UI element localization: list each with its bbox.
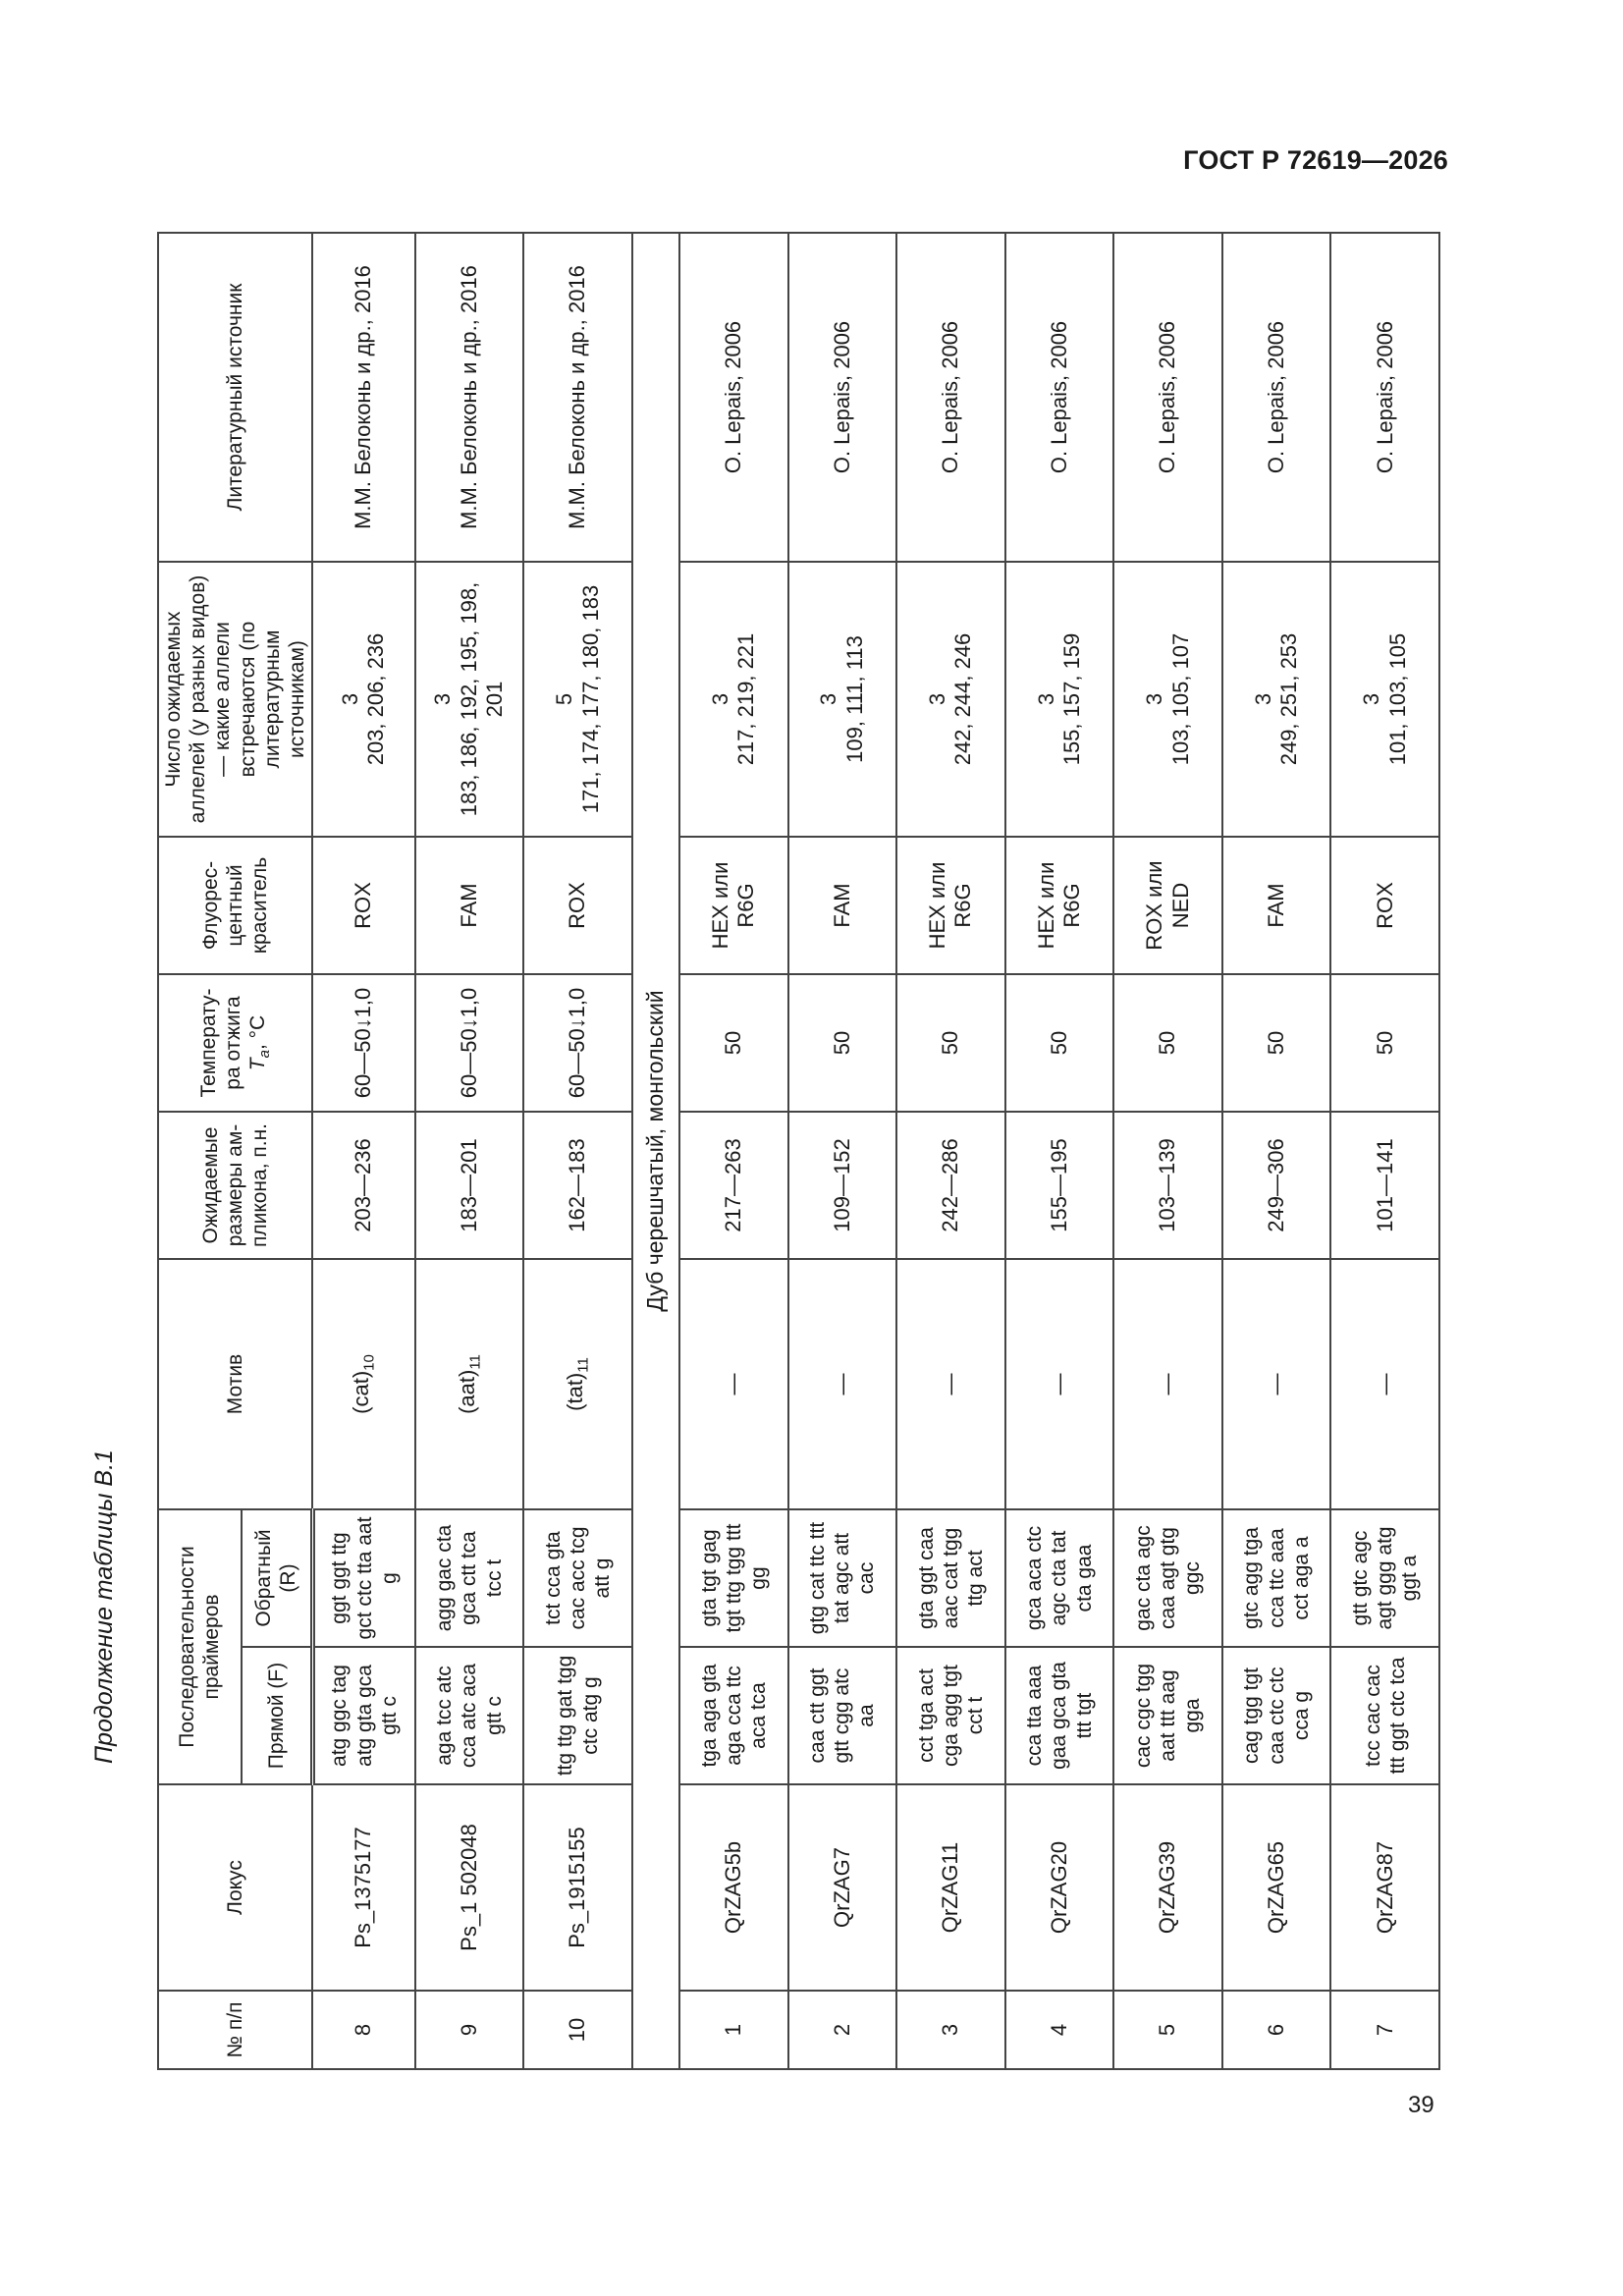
- cell-motif: [415, 1259, 524, 1509]
- cell-temperature: 50: [679, 974, 788, 1112]
- header-forward: Прямой (F): [242, 1647, 313, 1784]
- alleles-list: 249, 251, 253: [1276, 632, 1302, 766]
- header-temperature-unit: , °C: [246, 1014, 270, 1051]
- cell-motif: [523, 1259, 632, 1509]
- cell-reverse: gac cta agc caa agt gtg ggc: [1113, 1509, 1222, 1647]
- header-alleles: Число ожидаемых аллелей (у разных видов) — какие аллели встречаются (по литературным источникам): [158, 562, 312, 837]
- cell-reverse: gtg cat ttc ttt tat agc att cac: [788, 1509, 897, 1647]
- alleles-count: 3: [925, 692, 950, 706]
- alleles-list: 203, 206, 236: [363, 632, 389, 766]
- cell-motif: —: [1113, 1259, 1222, 1509]
- cell-locus: Ps_1 502048: [415, 1784, 524, 1991]
- cell-locus: QrZAG5b: [679, 1784, 788, 1991]
- alleles-count: 3: [816, 692, 841, 706]
- cell-size: 242—286: [896, 1112, 1005, 1259]
- cell-forward: ttg ttg gat tgg ctc atg g: [523, 1647, 632, 1784]
- cell-locus: QrZAG39: [1113, 1784, 1222, 1991]
- rotated-table-container: [157, 234, 1422, 2070]
- cell-locus: Ps_1375177: [312, 1784, 415, 1991]
- header-source: Литературный источник: [158, 233, 312, 562]
- alleles-list: 217, 219, 221: [733, 632, 759, 766]
- cell-dye: ROX или NED: [1113, 837, 1222, 974]
- alleles-list: 171, 174, 177, 180, 183: [577, 584, 603, 814]
- cell-alleles: [1005, 562, 1114, 837]
- cell-num: 5: [1113, 1991, 1222, 2069]
- cell-dye: ROX: [523, 837, 632, 974]
- header-num: № п/п: [158, 1991, 312, 2069]
- cell-source: O. Lepais, 2006: [1330, 233, 1439, 562]
- cell-motif: —: [788, 1259, 897, 1509]
- header-temperature-subscript: a: [256, 1050, 274, 1059]
- cell-motif: —: [1330, 1259, 1439, 1509]
- cell-reverse: gta tgt gag tgt ttg tgg ttt gg: [679, 1509, 788, 1647]
- alleles-list: 242, 244, 246: [950, 632, 976, 766]
- cell-alleles: [1330, 562, 1439, 837]
- table-row: [312, 233, 415, 2069]
- cell-temperature: 50: [788, 974, 897, 1112]
- cell-alleles: [896, 562, 1005, 837]
- motif-subscript: 10: [360, 1354, 378, 1371]
- alleles-list: 155, 157, 159: [1059, 632, 1084, 766]
- cell-size: 101—141: [1330, 1112, 1439, 1259]
- header-primers: Последовательности праймеров: [158, 1509, 242, 1784]
- cell-alleles: [679, 562, 788, 837]
- cell-reverse: gta ggt caa aac cat tgg ttg act: [896, 1509, 1005, 1647]
- header-temperature-symbol: T: [246, 1058, 270, 1071]
- cell-num: 3: [896, 1991, 1005, 2069]
- cell-temperature: 50: [1005, 974, 1114, 1112]
- cell-num: 6: [1222, 1991, 1331, 2069]
- alleles-count: 3: [1359, 692, 1384, 706]
- caption-wrapper: [82, 1449, 126, 1764]
- header-row-1: [158, 233, 242, 2069]
- cell-forward: atg ggc tag atg gta gca gtt c: [312, 1647, 415, 1784]
- cell-reverse: agg gac cta gca ctt tca tcc t: [415, 1509, 524, 1647]
- cell-temperature: 50: [896, 974, 1005, 1112]
- cell-temperature: 60—50↓1,0: [415, 974, 524, 1112]
- cell-temperature: 50: [1113, 974, 1222, 1112]
- table-row: [1330, 233, 1439, 2069]
- cell-alleles: [523, 562, 632, 837]
- table-row: [1113, 233, 1222, 2069]
- page-number: 39: [1408, 2092, 1434, 2118]
- cell-motif: —: [1222, 1259, 1331, 1509]
- cell-forward: cag tgg tgt caa ctc ctc cca g: [1222, 1647, 1331, 1784]
- cell-motif: —: [679, 1259, 788, 1509]
- cell-reverse: gca aca ctc agc cta tat cta gaa: [1005, 1509, 1114, 1647]
- cell-locus: QrZAG87: [1330, 1784, 1439, 1991]
- cell-alleles: [1113, 562, 1222, 837]
- header-size: Ожидаемые размеры ам-пликона, п.н.: [158, 1112, 312, 1259]
- alleles-count: 5: [552, 692, 577, 706]
- alleles-count: 3: [338, 692, 362, 706]
- table-row: [523, 233, 632, 2069]
- cell-size: 249—306: [1222, 1112, 1331, 1259]
- cell-alleles: [312, 562, 415, 837]
- cell-dye: FAM: [788, 837, 897, 974]
- cell-source: М.М. Белоконь и др., 2016: [523, 233, 632, 562]
- table-row: [896, 233, 1005, 2069]
- table-row: [788, 233, 897, 2069]
- header-dye: Флуорес-центный краситель: [158, 837, 312, 974]
- cell-size: 183—201: [415, 1112, 524, 1259]
- alleles-count: 3: [707, 692, 732, 706]
- alleles-list: 109, 111, 113: [841, 635, 867, 763]
- alleles-count: 3: [1033, 692, 1058, 706]
- cell-forward: cct tga act cga agg tgt cct t: [896, 1647, 1005, 1784]
- cell-temperature: 60—50↓1,0: [523, 974, 632, 1112]
- cell-dye: HEX или R6G: [679, 837, 788, 974]
- cell-source: O. Lepais, 2006: [1113, 233, 1222, 562]
- motif-subscript: 11: [574, 1357, 592, 1373]
- primers-table: [157, 232, 1440, 2070]
- cell-alleles: [415, 562, 524, 837]
- header-motif: Мотив: [158, 1259, 312, 1509]
- header-temperature: [158, 974, 312, 1112]
- cell-temperature: 60—50↓1,0: [312, 974, 415, 1112]
- table-row: [679, 233, 788, 2069]
- cell-temperature: 50: [1222, 974, 1331, 1112]
- table-row: [415, 233, 524, 2069]
- cell-forward: cac cgc tgg aat ttt aag gga: [1113, 1647, 1222, 1784]
- cell-forward: caa ctt ggt gtt cgg atc aa: [788, 1647, 897, 1784]
- header-locus: Локус: [158, 1784, 312, 1991]
- cell-motif: [312, 1259, 415, 1509]
- cell-forward: cca tta aaa gaa gca gta ttt tgt: [1005, 1647, 1114, 1784]
- cell-temperature: 50: [1330, 974, 1439, 1112]
- cell-num: 4: [1005, 1991, 1114, 2069]
- table-row: [1005, 233, 1114, 2069]
- motif-base: (tat): [563, 1372, 588, 1411]
- cell-size: 155—195: [1005, 1112, 1114, 1259]
- motif-base: (aat): [454, 1369, 479, 1414]
- cell-motif: —: [1005, 1259, 1114, 1509]
- cell-locus: QrZAG20: [1005, 1784, 1114, 1991]
- cell-size: 103—139: [1113, 1112, 1222, 1259]
- alleles-count: 3: [430, 692, 456, 706]
- section-row: [632, 233, 679, 2069]
- cell-reverse: gtc agg tga cca ttc aaa cct aga a: [1222, 1509, 1331, 1647]
- cell-motif: —: [896, 1259, 1005, 1509]
- alleles-count: 3: [1142, 692, 1167, 706]
- cell-source: O. Lepais, 2006: [1222, 233, 1331, 562]
- cell-source: М.М. Белоконь и др., 2016: [312, 233, 415, 562]
- cell-locus: QrZAG65: [1222, 1784, 1331, 1991]
- cell-size: 109—152: [788, 1112, 897, 1259]
- cell-source: O. Lepais, 2006: [896, 233, 1005, 562]
- table-caption: Продолжение таблицы В.1: [90, 1449, 118, 1764]
- cell-source: O. Lepais, 2006: [788, 233, 897, 562]
- cell-reverse: ggt ggt ttg gct ctc tta aat g: [312, 1509, 415, 1647]
- alleles-list: 103, 105, 107: [1167, 632, 1193, 766]
- cell-dye: HEX или R6G: [1005, 837, 1114, 974]
- cell-size: 217—263: [679, 1112, 788, 1259]
- header-reverse: Обратный (R): [242, 1509, 313, 1647]
- motif-base: (cat): [349, 1370, 374, 1414]
- cell-num: 7: [1330, 1991, 1439, 2069]
- motif-subscript: 11: [466, 1354, 484, 1370]
- cell-locus: QrZAG7: [788, 1784, 897, 1991]
- alleles-count: 3: [1250, 692, 1275, 706]
- cell-num: 2: [788, 1991, 897, 2069]
- header-temperature-text: Температу-ра отжига: [196, 988, 244, 1098]
- cell-dye: FAM: [415, 837, 524, 974]
- cell-dye: ROX: [312, 837, 415, 974]
- cell-reverse: gtt gtc agc agt ggg atg ggt a: [1330, 1509, 1439, 1647]
- cell-alleles: [1222, 562, 1331, 837]
- cell-source: М.М. Белоконь и др., 2016: [415, 233, 524, 562]
- cell-source: O. Lepais, 2006: [679, 233, 788, 562]
- cell-size: 203—236: [312, 1112, 415, 1259]
- cell-num: 1: [679, 1991, 788, 2069]
- cell-locus: Ps_1915155: [523, 1784, 632, 1991]
- cell-forward: tga aga gta aga cca ttc aca tca: [679, 1647, 788, 1784]
- cell-locus: QrZAG11: [896, 1784, 1005, 1991]
- standard-header: ГОСТ Р 72619—2026: [1183, 145, 1448, 175]
- cell-reverse: tct cca gta cac acc tcg att g: [523, 1509, 632, 1647]
- cell-forward: tcc cac cac ttt ggt ctc tca: [1330, 1647, 1439, 1784]
- cell-num: 9: [415, 1991, 524, 2069]
- cell-dye: ROX: [1330, 837, 1439, 974]
- cell-dye: HEX или R6G: [896, 837, 1005, 974]
- cell-size: 162—183: [523, 1112, 632, 1259]
- cell-dye: FAM: [1222, 837, 1331, 974]
- table-row: [1222, 233, 1331, 2069]
- alleles-list: 183, 186, 192, 195, 198, 201: [456, 581, 508, 817]
- cell-forward: aga tcc atc cca atc aca gtt c: [415, 1647, 524, 1784]
- section-title: Дуб черешчатый, монгольский: [632, 233, 679, 2069]
- alleles-list: 101, 103, 105: [1384, 632, 1410, 766]
- cell-alleles: [788, 562, 897, 837]
- cell-source: O. Lepais, 2006: [1005, 233, 1114, 562]
- cell-num: 8: [312, 1991, 415, 2069]
- cell-num: 10: [523, 1991, 632, 2069]
